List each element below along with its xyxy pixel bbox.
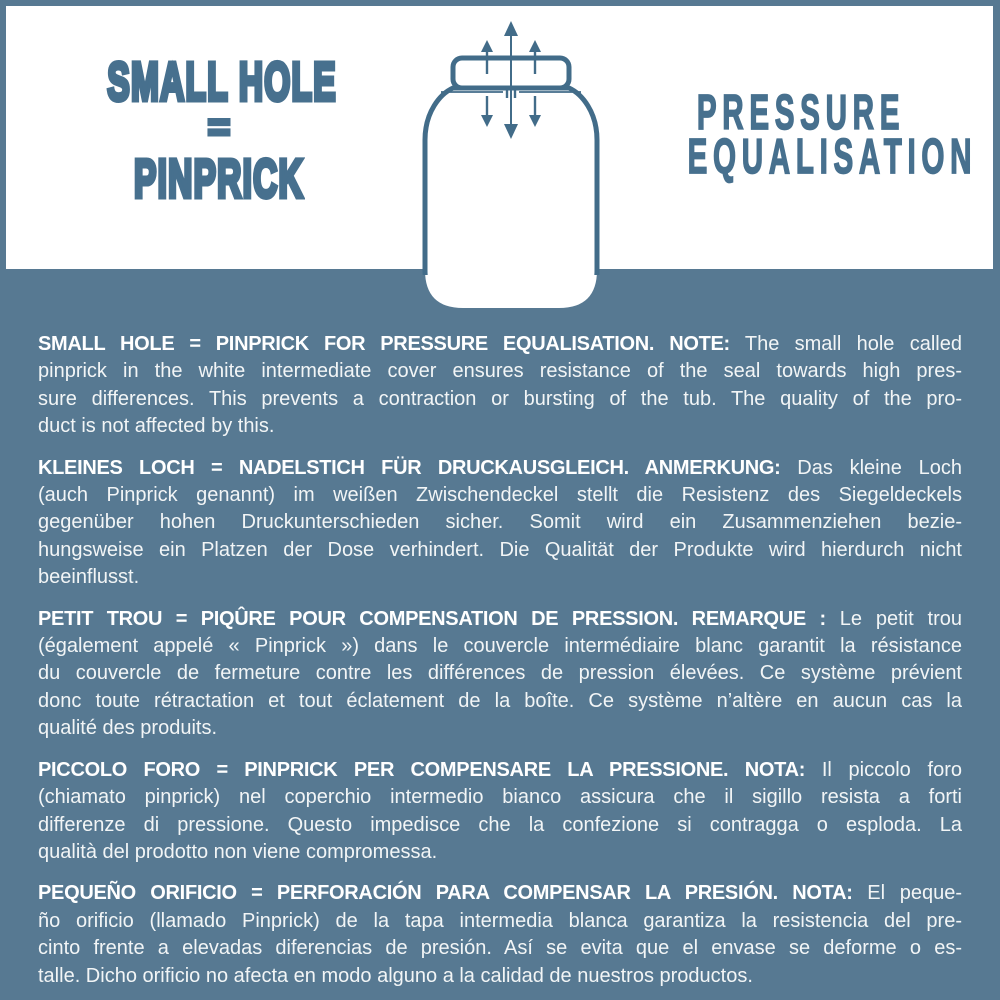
paragraph-lead: PEQUEÑO ORIFICIO = PERFORACIÓN PARA COMPENSAR LA PRESIÓN. NOTA:	[38, 882, 853, 905]
text-line	[38, 757, 962, 784]
text-line: pinprick in the white intermediate cover ensures resistance of the seal towards high pres-	[38, 360, 962, 383]
left-title-line-1: SMALL HOLE	[107, 52, 337, 112]
paragraph-italian	[38, 757, 962, 867]
text-run: Il piccolo foro	[821, 758, 962, 781]
header-panel	[6, 6, 993, 269]
paragraph-spanish	[38, 880, 962, 990]
text-line: du couvercle de fermeture contre les différences de pression élevées. Ce système prévient	[38, 662, 962, 685]
text-run: Le petit trou	[839, 607, 962, 630]
text-line: qualità del prodotto non viene compromessa.	[38, 840, 438, 863]
right-title-line-2: EQUALISATION	[687, 127, 978, 184]
text-line: hungsweise ein Platzen der Dose verhindert. Die Qualität der Produkte wird hierdurch nicht	[38, 538, 962, 561]
text-line: qualité des produits.	[38, 717, 218, 740]
equals-sign: =	[207, 107, 231, 149]
text-line: (chiamato pinprick) nel coperchio intermedio bianco assicura che il sigillo resista a forti	[38, 786, 962, 809]
text-run: Das kleine Loch	[797, 456, 962, 479]
paragraph-german	[38, 455, 962, 592]
paragraph-lead: KLEINES LOCH = NADELSTICH FÜR DRUCKAUSGLEICH. ANMERKUNG:	[38, 456, 781, 479]
left-title-line-2: PINPRICK	[134, 149, 304, 209]
text-line: beeinflusst.	[38, 566, 140, 589]
text-line: gegenüber hohen Druckunterschieden sicher. Somit wird ein Zusammenziehen bezie-	[38, 511, 962, 534]
text-line: donc toute rétractation et tout éclatement de la boîte. Ce système n’altère en aucun cas la	[38, 689, 962, 712]
text-line: duct is not affected by this.	[38, 415, 275, 438]
text-line: sure differences. This prevents a contraction or bursting of the tub. The quality of the pro-	[38, 387, 962, 410]
text-line: (auch Pinprick genannt) im weißen Zwischendeckel stellt die Resistenz des Siegeldeckels	[38, 484, 962, 507]
paragraph-english	[38, 331, 962, 441]
text-line	[38, 455, 962, 482]
paragraph-lead: PETIT TROU = PIQÛRE POUR COMPENSATION DE PRESSION. REMARQUE :	[38, 607, 826, 630]
right-title-line-1: PRESSURE	[696, 83, 906, 140]
text-line	[38, 331, 962, 358]
text-line: talle. Dicho orificio no afecta en modo alguno a la calidad de nuestros productos.	[38, 964, 753, 987]
paragraph-lead: PICCOLO FORO = PINPRICK PER COMPENSARE LA PRESSIONE. NOTA:	[38, 758, 806, 781]
paragraph-french	[38, 606, 962, 743]
text-line: ño orificio (llamado Pinprick) de la tapa intermedia blanca garantiza la resistencia del pre-	[38, 909, 962, 932]
text-line: (également appelé « Pinprick ») dans le couvercle intermédiaire blanc garantit la résistance	[38, 635, 962, 658]
text-line	[38, 880, 962, 907]
text-line: cinto frente a elevadas diferencias de presión. Así se evita que el envase se deforme o es-	[38, 937, 962, 960]
paragraph-lead: SMALL HOLE = PINPRICK FOR PRESSURE EQUALISATION. NOTE:	[38, 333, 730, 355]
text-run: El peque-	[867, 882, 962, 905]
text-line	[38, 606, 962, 633]
right-title	[621, 83, 981, 184]
text-line: differenze di pressione. Questo impedisce che la confezione si contragga o esploda. La	[38, 813, 962, 836]
text-run: The small hole called	[744, 333, 962, 355]
multilingual-note-text	[38, 331, 962, 1000]
tub-diagram-icon	[404, 12, 618, 318]
left-title	[39, 52, 399, 209]
